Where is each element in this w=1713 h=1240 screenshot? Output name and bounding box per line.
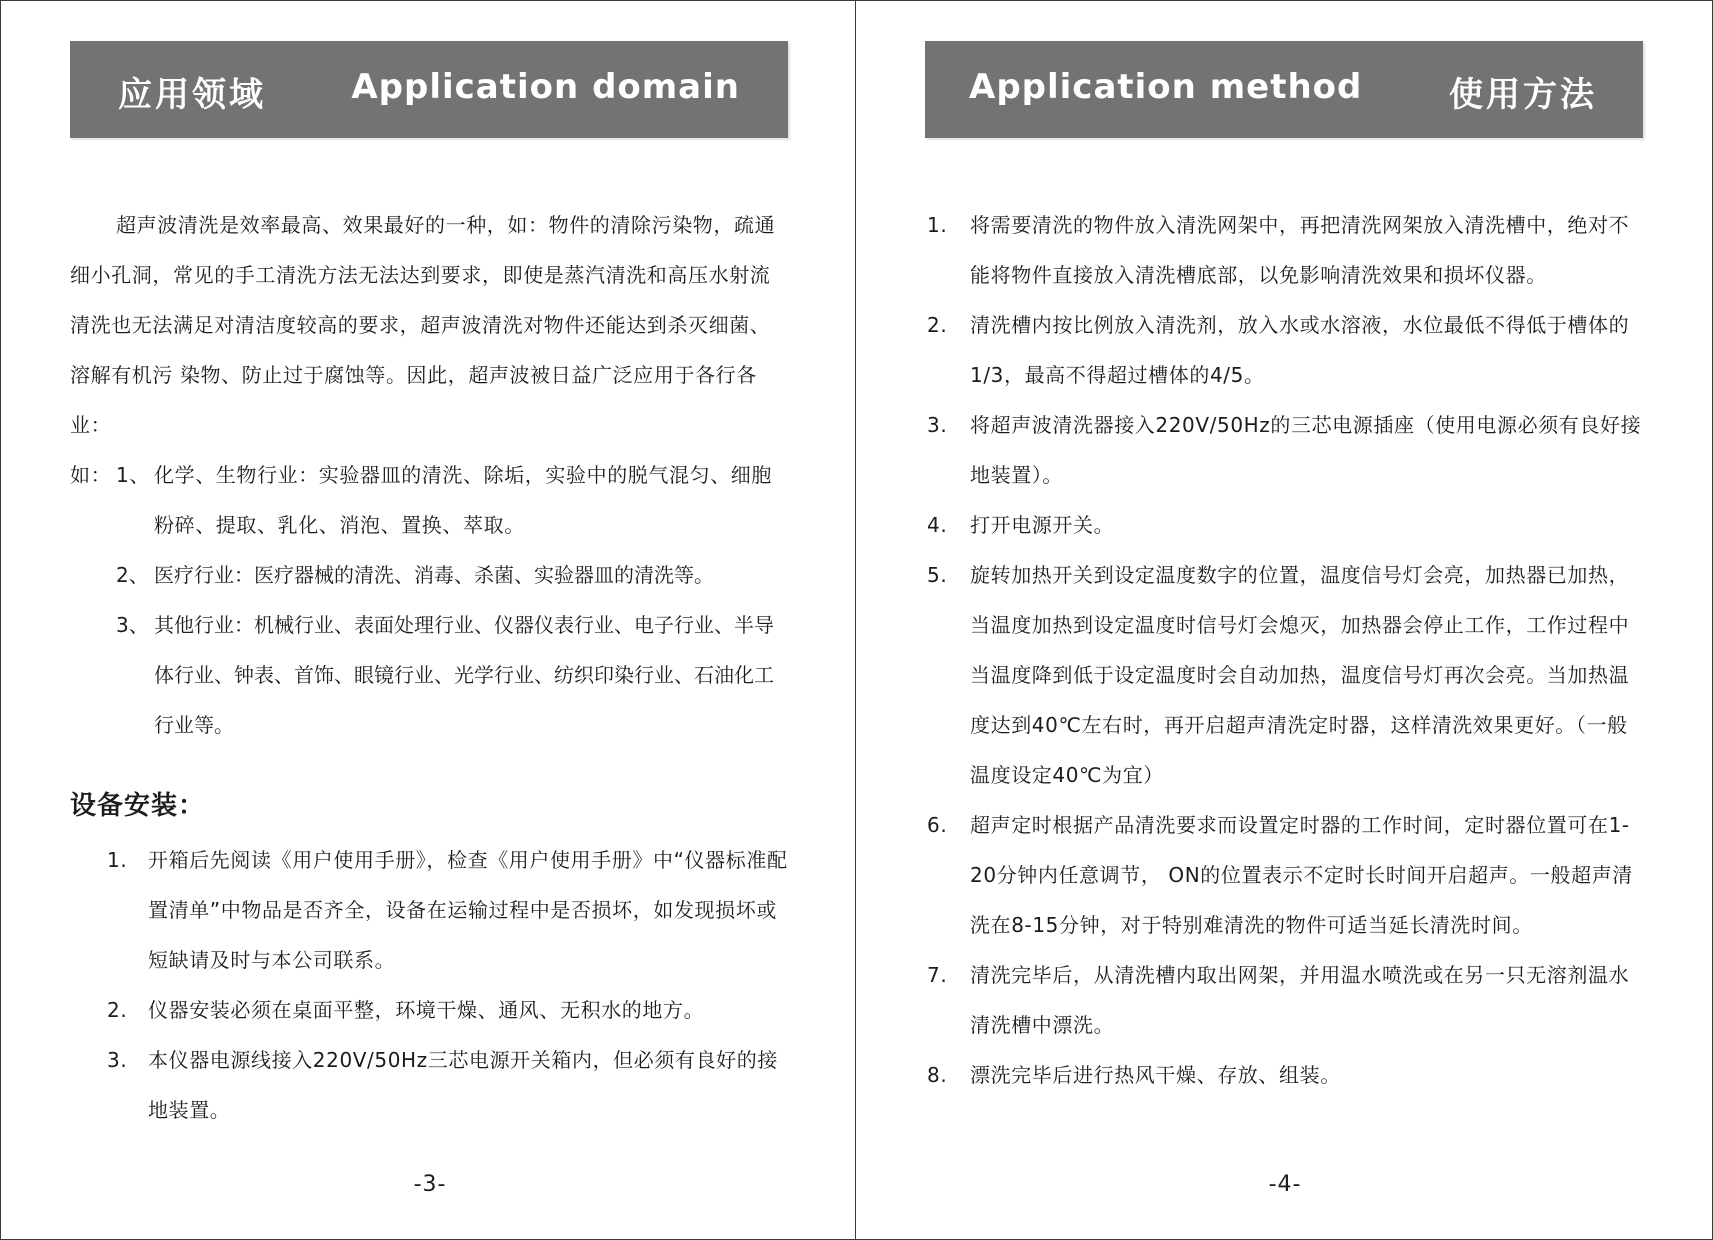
step-text: 清洗槽内按比例放入清洗剂，放入水或水溶液，水位最低不得低于槽体的1/3，最高不得超过槽体的4/5。	[970, 313, 1630, 387]
method-step	[925, 400, 1645, 500]
example-text: 其他行业：机械行业、表面处理行业、仪器仪表行业、电子行业、半导体行业、钟表、首饰、眼镜行业、光学行业、纺织印染行业、石油化工行业等。	[154, 613, 774, 737]
application-domain-banner	[70, 41, 788, 138]
step-number: 2.	[927, 313, 948, 337]
banner-title-cn: 应用领域	[118, 75, 266, 115]
method-steps-list	[925, 200, 1645, 1100]
method-step	[925, 300, 1645, 400]
install-item-text: 开箱后先阅读《用户使用手册》，检查《用户使用手册》中“仪器标准配置清单”中物品是否齐全，设备在运输过程中是否损坏，如发现损坏或短缺请及时与本公司联系。	[148, 848, 788, 972]
page-3	[70, 0, 790, 1240]
step-number: 6.	[927, 813, 948, 837]
banner-title-cn: 使用方法	[1449, 75, 1597, 115]
step-text: 清洗完毕后，从清洗槽内取出网架，并用温水喷洗或在另一只无溶剂温水清洗槽中漂洗。	[970, 963, 1630, 1037]
step-text: 将需要清洗的物件放入清洗网架中，再把清洗网架放入清洗槽中，绝对不能将物件直接放入清洗槽底部，以免影响清洗效果和损坏仪器。	[970, 213, 1630, 287]
install-item-number: 2.	[107, 998, 128, 1022]
banner-title-en: Application method	[969, 67, 1363, 107]
step-text: 超声定时根据产品清洗要求而设置定时器的工作时间，定时器位置可在1-20分钟内任意调节， ON的位置表示不定时长时间开启超声。一般超声清洗在8-15分钟，对于特别难清洗的物件可适当延长清洗时间。	[970, 813, 1633, 937]
example-number: 2、	[116, 563, 149, 587]
install-item-number: 3.	[107, 1048, 128, 1072]
install-item	[70, 835, 790, 985]
method-step	[925, 500, 1645, 550]
step-text: 打开电源开关。	[970, 513, 1115, 537]
example-item	[116, 600, 790, 750]
step-text: 将超声波清洗器接入220V/50Hz的三芯电源插座（使用电源必须有良好接地装置）。	[970, 413, 1642, 487]
example-item	[116, 450, 790, 550]
step-number: 8.	[927, 1063, 948, 1087]
step-number: 4.	[927, 513, 948, 537]
install-item-text: 本仪器电源线接入220V/50Hz三芯电源开关箱内，但必须有良好的接地装置。	[148, 1048, 778, 1122]
method-step	[925, 1050, 1645, 1100]
method-step	[925, 550, 1645, 800]
step-number: 3.	[927, 413, 948, 437]
install-item	[70, 985, 790, 1035]
page-number: -3-	[413, 1172, 447, 1197]
method-step	[925, 800, 1645, 950]
install-item	[70, 1035, 790, 1135]
step-number: 7.	[927, 963, 948, 987]
application-domain-body	[70, 200, 790, 750]
step-number: 5.	[927, 563, 948, 587]
page-number: -4-	[1268, 1172, 1302, 1197]
examples-list	[70, 450, 790, 550]
install-list	[70, 835, 790, 1135]
example-text: 化学、生物行业：实验器皿的清洗、除垢，实验中的脱气混匀、细胞粉碎、提取、乳化、消泡、置换、萃取。	[154, 463, 772, 537]
example-number: 1、	[116, 463, 150, 487]
step-text: 漂洗完毕后进行热风干燥、存放、组装。	[970, 1063, 1341, 1087]
example-text: 医疗行业：医疗器械的清洗、消毒、杀菌、实验器皿的清洗等。	[154, 563, 714, 587]
banner-title-en: Application domain	[351, 67, 740, 107]
application-method-banner	[925, 41, 1643, 138]
page-4	[925, 0, 1645, 1240]
example-number: 3、	[116, 613, 149, 637]
step-text: 旋转加热开关到设定温度数字的位置，温度信号灯会亮，加热器已加热，当温度加热到设定温度时信号灯会熄灭，加热器会停止工作，工作过程中当温度降到低于设定温度时会自动加热，温度信号灯再次会亮。当加热温度达到40℃左右时，再开启超声清洗定时器，这样清洗效果更好。（一般温度设定40℃为宜）	[970, 563, 1630, 787]
step-number: 1.	[927, 213, 948, 237]
examples-prefix: 如：	[70, 463, 112, 487]
page-divider	[855, 0, 856, 1240]
example-item	[116, 550, 790, 600]
install-section-title: 设备安装：	[70, 791, 206, 821]
install-item-text: 仪器安装必须在桌面平整，环境干燥、通风、无积水的地方。	[148, 998, 705, 1022]
method-step	[925, 950, 1645, 1050]
install-item-number: 1.	[107, 848, 128, 872]
intro-paragraph: 超声波清洗是效率最高、效果最好的一种，如：物件的清除污染物，疏通细小孔洞，常见的手工清洗方法无法达到要求，即使是蒸汽清洗和高压水射流清洗也无法满足对清洁度较高的要求，超声波清洗对物件还能达到杀灭细菌、溶解有机污 染物、防止过于腐蚀等。因此，超声波被日益广泛应用于各行各业：	[70, 213, 776, 437]
method-step	[925, 200, 1645, 300]
